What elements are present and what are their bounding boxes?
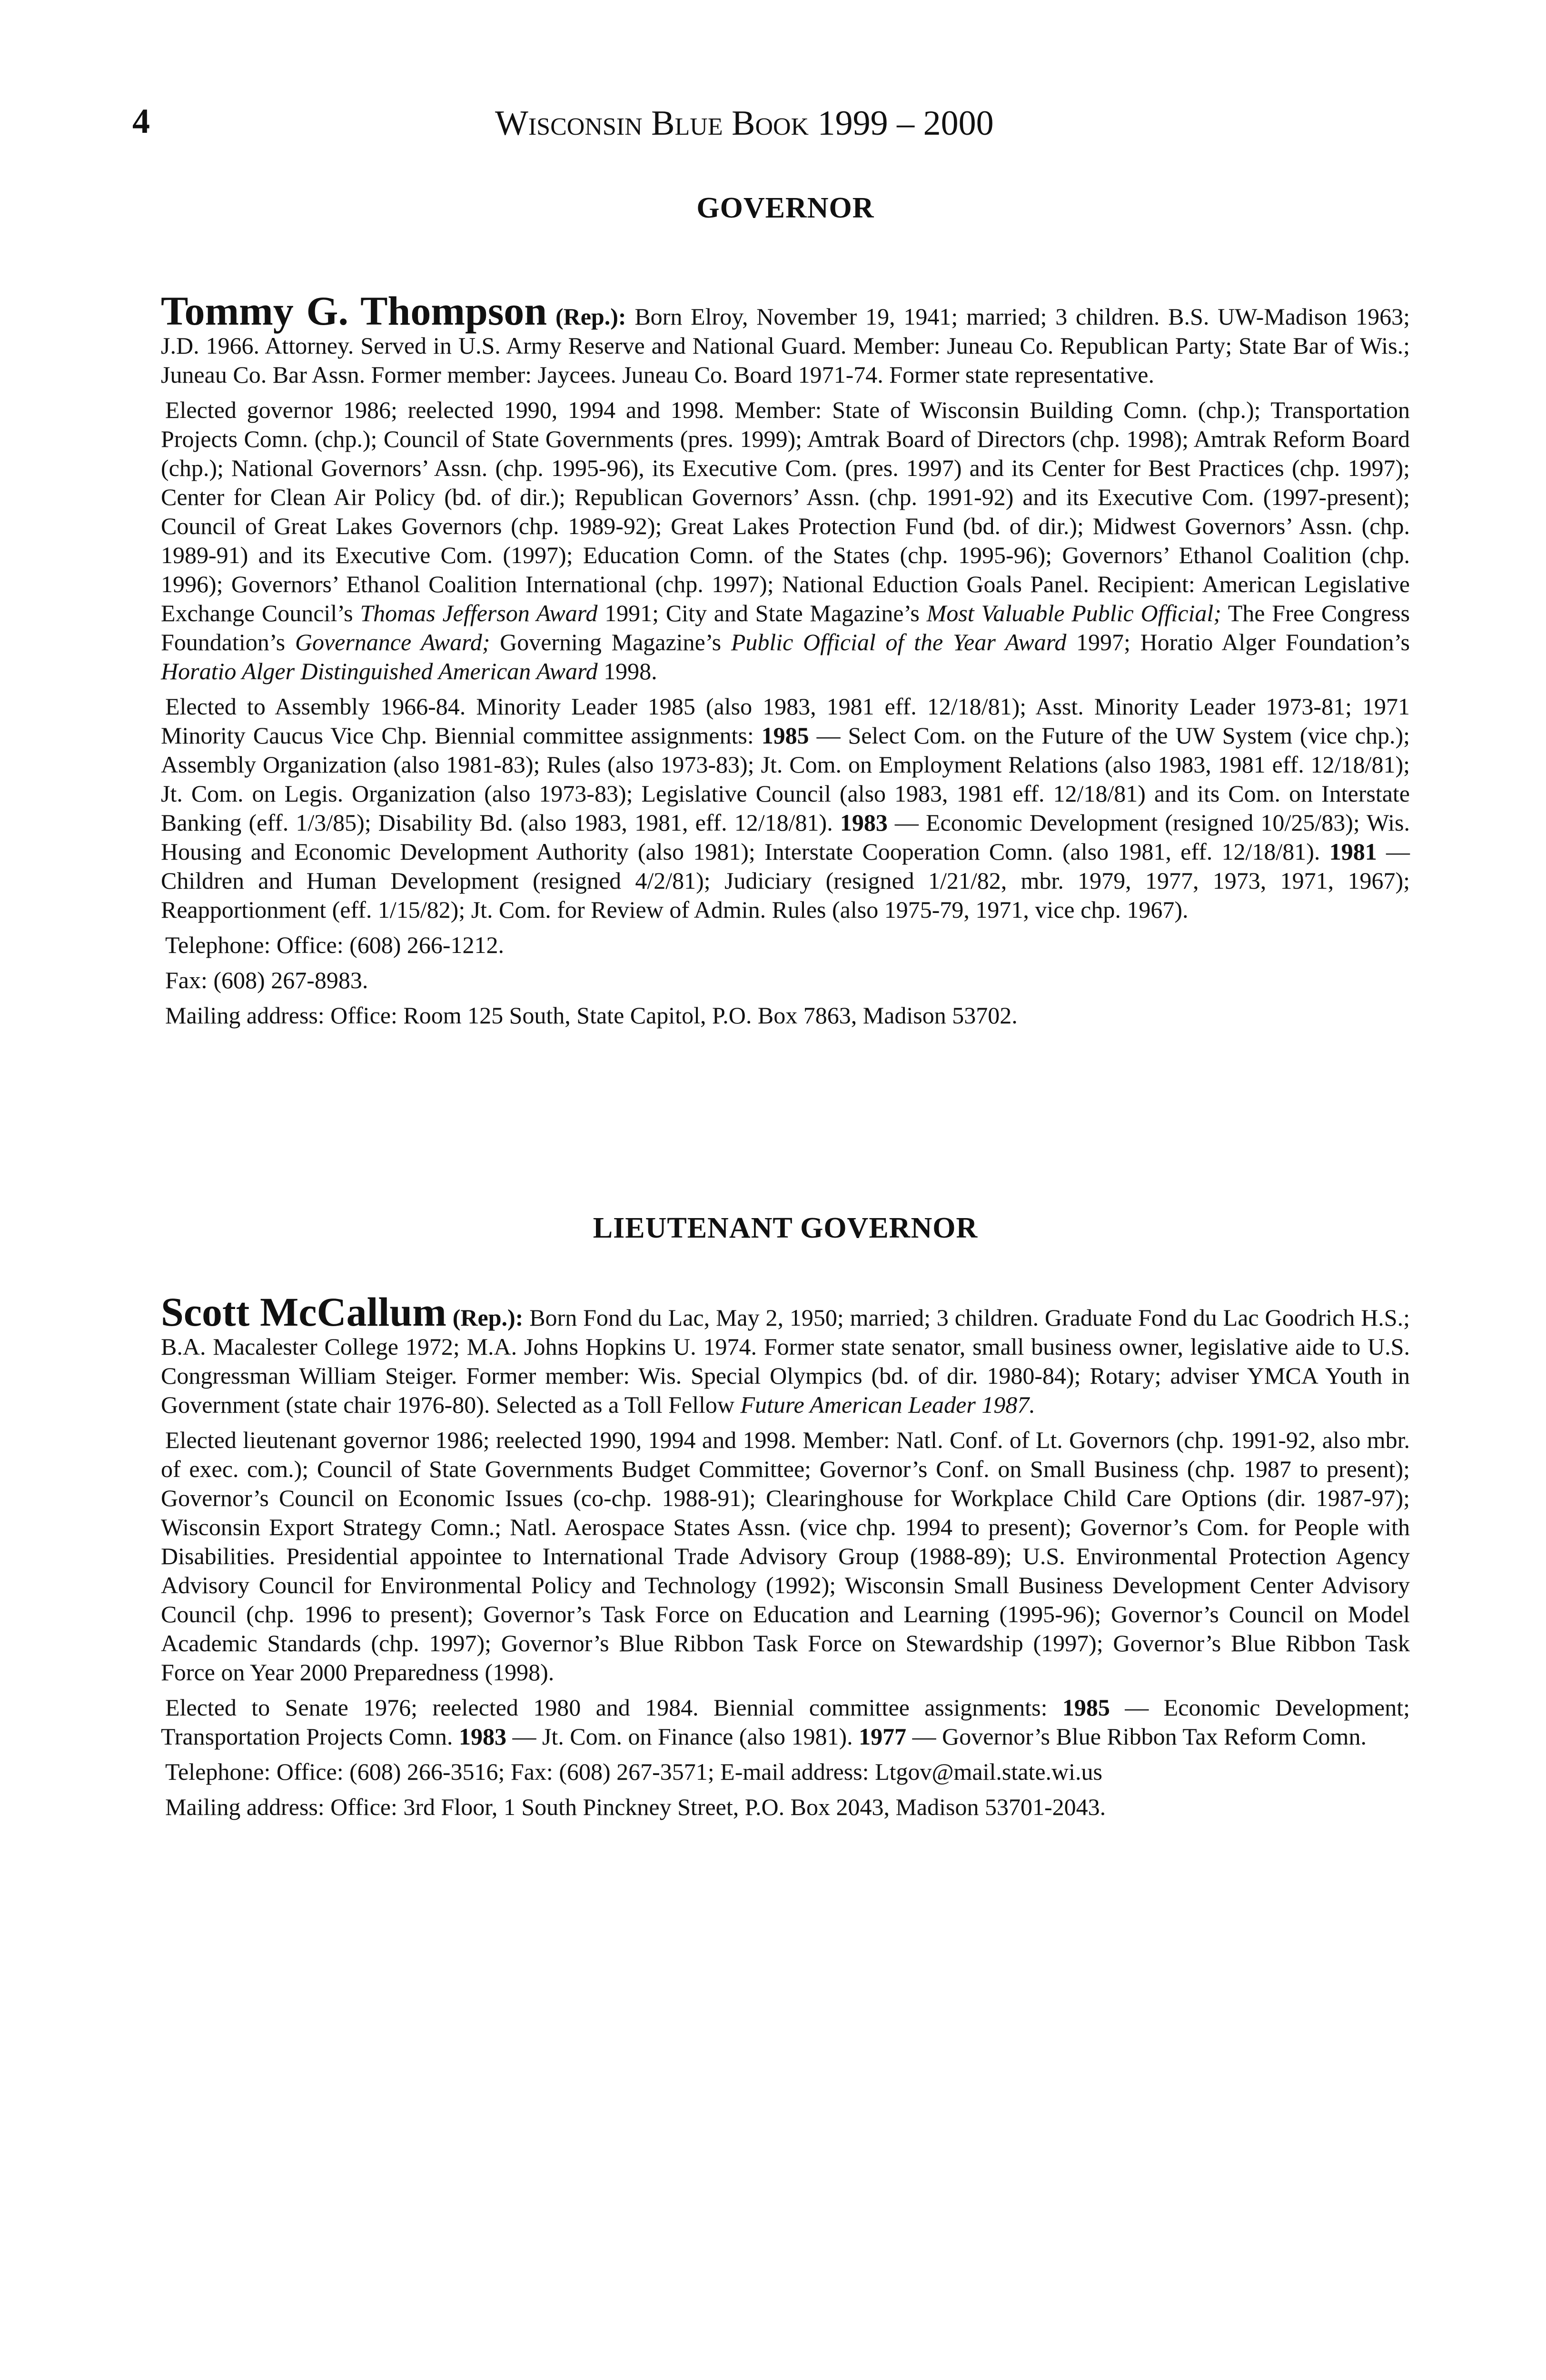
page-number: 4 [132,102,150,141]
lieutenant-governor-award: Future American Leader 1987. [740,1391,1035,1418]
governor-award: Public Official of the Year Award [731,629,1067,655]
governor-elected-text: 1997; Horatio Alger Foundation’s [1066,629,1410,655]
lieutenant-governor-intro-paragraph [161,1289,1410,1419]
lieutenant-governor-bio [161,1289,1410,1822]
governor-section [161,191,1410,1036]
governor-heading: GOVERNOR [696,192,874,224]
governor-elected-text: 1998. [597,658,657,684]
lieutenant-governor-section [161,1211,1410,1828]
governor-elected-text: Governing Magazine’s [490,629,731,655]
governor-elected-paragraph [161,396,1410,686]
governor-assembly-text: Elected to Assembly 1966-84. Minority Leader 1985 (also 1983, 1981 eff. 12/18/81); Asst. Minority Leader 1973-81; 1971 Minority Caucus Vice Chp. Biennial committee assignments: [161,693,1410,749]
governor-intro-text: Born Elroy, November 19, 1941; married; 3 children. B.S. UW-Madison 1963; J.D. 1966. Attorney. Served in U.S. Army Reserve and National Guard. Member: Juneau Co. Republican Party; State Bar of Wis.; Juneau Co. Bar Assn. Former member: Jaycees. Juneau Co. Board 1971-74. Former state representative. [161,303,1410,388]
governor-assembly-text: — Economic Development (resigned 10/25/83); Wis. Housing and Economic Development Authority (also 1981); Interstate Cooperation Comn. (also 1981, eff. 12/18/81). [161,809,1410,865]
lieutenant-governor-mailing-address: Mailing address: Office: 3rd Floor, 1 South Pinckney Street, P.O. Box 2043, Madison 53701-2043. [165,1794,1106,1820]
governor-bio [161,288,1410,1030]
lieutenant-governor-intro-text: Born Fond du Lac, May 2, 1950; married; 3 children. Graduate Fond du Lac Goodrich H.S.; B.A. Macalester College 1972; M.A. Johns Hopkins U. 1974. Former state senator, small business owner, legislative aide to U.S. Congressman William Steiger. Former member: Wis. Special Olympics (bd. of dir. 1980-84); Rotary; adviser YMCA Youth in Government (state chair 1976-80). Selected as a Toll Fellow [161,1304,1410,1418]
lieutenant-governor-senate-text: Elected to Senate 1976; reelected 1980 and 1984. Biennial committee assignments: [165,1694,1062,1721]
lieutenant-governor-contact [161,1757,1410,1822]
governor-elected-text: Elected governor 1986; reelected 1990, 1994 and 1998. Member: State of Wisconsin Building Comn. (chp.); Transportation Projects Comn. (chp.); Council of State Governments (pres. 1999); Amtrak Board of Directors (chp. 1998); Amtrak Reform Board (chp.); National Governors’ Assn. (chp. 1995-96), its Executive Com. (pres. 1997) and its Center for Best Practices (chp. 1997); Center for Clean Air Policy (bd. of dir.); Republican Governors’ Assn. (chp. 1991-92) and its Executive Com. (1997-present); Council of Great Lakes Governors (chp. 1989-92); Great Lakes Protection Fund (bd. of dir.); Midwest Governors’ Assn. (chp. 1989-91) and its Executive Com. (1997); Education Comn. of the States (chp. 1995-96); Governors’ Ethanol Coalition (chp. 1996); Governors’ Ethanol Coalition International (chp. 1997); National Eduction Goals Panel. Recipient: American Legislative Exchange Council’s [161,397,1410,626]
governor-contact [161,931,1410,1030]
lieutenant-governor-senate-text: — Economic Development; Transportation Projects Comn. [161,1694,1410,1750]
governor-elected-text: The Free Congress Foundation’s [161,600,1410,655]
governor-award: Thomas Jefferson Award [360,600,598,626]
governor-mailing-address: Mailing address: Office: Room 125 South, State Capitol, P.O. Box 7863, Madison 53702. [165,1002,1018,1029]
assignment-year: 1981 [1329,838,1377,865]
lieutenant-governor-name: Scott McCallum [161,1289,446,1335]
lieutenant-governor-telephone: Telephone: Office: (608) 266-3516; Fax: (608) 267-3571; E-mail address: Ltgov@mail.state.wi.us [165,1758,1102,1785]
governor-assembly-paragraph [161,692,1410,924]
assignment-year: 1985 [1062,1694,1110,1721]
governor-award: Horatio Alger Distinguished American Award [161,658,598,684]
lieutenant-governor-senate-paragraph [161,1693,1410,1751]
governor-party: (Rep.): [555,303,626,330]
governor-intro-paragraph [161,288,1410,389]
governor-elected-text: 1991; City and State Magazine’s [597,600,927,626]
lieutenant-governor-elected-paragraph: Elected lieutenant governor 1986; reelected 1990, 1994 and 1998. Member: Natl. Conf. of Lt. Governors (chp. 1991-92, also mbr. of exec. com.); Council of State Governments Budget Committee; Governor’s Conf. on Small Business (chp. 1987 to present); Governor’s Council on Economic Issues (co-chp. 1988-91); Clearinghouse for Workplace Child Care Options (dir. 1987-97); Wisconsin Export Strategy Comn.; Natl. Aerospace States Assn. (vice chp. 1994 to present); Governor’s Com. for People with Disabilities. Presidential appointee to International Trade Advisory Group (1988-89); U.S. Environmental Protection Agency Advisory Council for Environmental Policy and Technology (1992); Wisconsin Small Business Development Center Advisory Council (chp. 1996 to present); Governor’s Task Force on Education and Learning (1995-96); Governor’s Council on Model Academic Standards (chp. 1997); Governor’s Blue Ribbon Task Force on Stewardship (1997); Governor’s Blue Ribbon Task Force on Year 2000 Preparedness (1998). [161,1427,1410,1686]
lieutenant-governor-senate-text: — Governor’s Blue Ribbon Tax Reform Comn. [906,1723,1367,1750]
assignment-year: 1983 [840,809,888,836]
lieutenant-governor-party: (Rep.): [452,1304,524,1331]
lieutenant-governor-senate-text: — Jt. Com. on Finance (also 1981). [506,1723,859,1750]
governor-assembly-text: — Children and Human Development (resigned 4/2/81); Judiciary (resigned 1/21/82, mbr. 1979, 1977, 1973, 1971, 1967); Reapportionment (eff. 1/15/82); Jt. Com. for Review of Admin. Rules (also 1975-79, 1971, vice chp. 1967). [161,838,1410,923]
governor-award: Governance Award; [295,629,490,655]
lieutenant-governor-heading: LIEUTENANT GOVERNOR [593,1212,978,1244]
governor-name: Tommy G. Thompson [161,288,547,334]
governor-telephone: Telephone: Office: (608) 266-1212. [165,932,505,958]
assignment-year: 1985 [761,722,809,749]
assignment-year: 1977 [859,1723,907,1750]
governor-fax: Fax: (608) 267-8983. [165,967,368,993]
governor-award: Most Valuable Public Official; [926,600,1221,626]
running-header-title: Wisconsin Blue Book 1999 – 2000 [495,104,994,143]
assignment-year: 1983 [458,1723,506,1750]
governor-assembly-text: — Select Com. on the Future of the UW System (vice chp.); Assembly Organization (also 1981-83); Rules (also 1973-83); Jt. Com. on Employment Relations (also 1983, 1981 eff. 12/18/81); Jt. Com. on Legis. Organization (also 1973-83); Legislative Council (also 1983, 1981 eff. 12/18/81) and its Com. on Interstate Banking (eff. 1/3/85); Disability Bd. (also 1983, 1981, eff. 12/18/81). [161,722,1410,836]
